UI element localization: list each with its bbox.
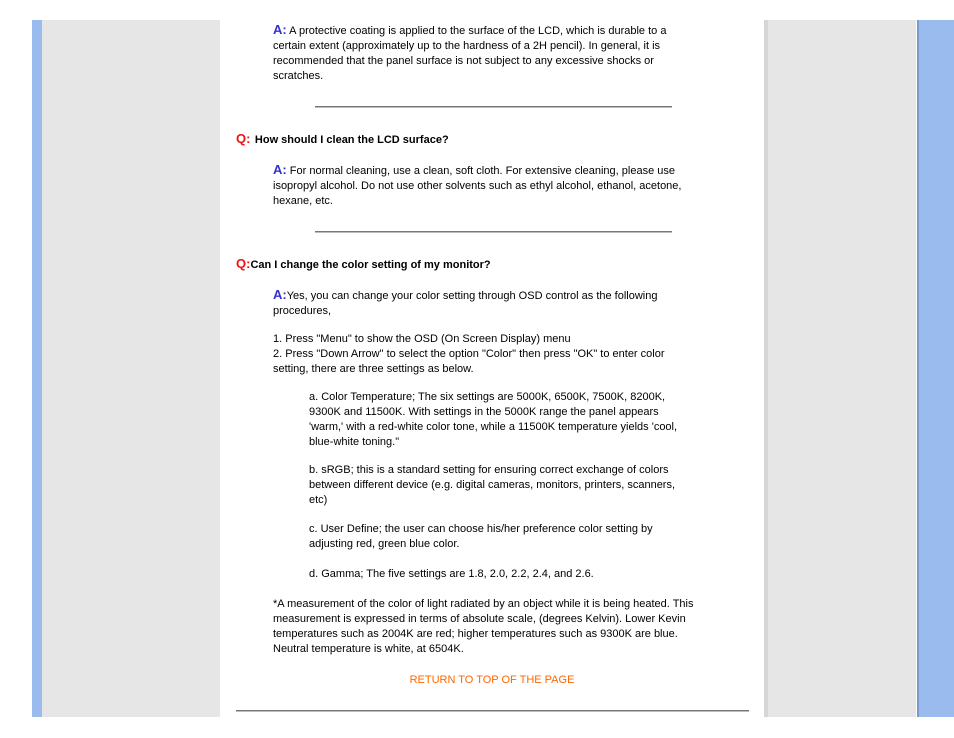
right-gray-margin xyxy=(764,20,916,717)
question-text: Can I change the color setting of my monitor? xyxy=(250,259,491,271)
setting-color-temperature: a. Color Temperature; The six settings are 5000K, 6500K, 7500K, 8200K, 9300K and 11500K. With settings in the 5000K range the panel appears 'warm,' with a red-white color tone, while a 11500K temperature yields 'cool, blue-white toning." xyxy=(309,391,678,448)
answer-label: A: xyxy=(273,287,287,302)
answer-text: Yes, you can change your color setting through OSD control as the following procedures, xyxy=(273,290,658,317)
divider xyxy=(315,231,672,233)
question-clean-lcd xyxy=(236,130,736,148)
question-color-setting xyxy=(236,255,736,273)
bottom-divider xyxy=(236,710,749,712)
setting-gamma: d. Gamma; The five settings are 1.8, 2.0, 2.2, 2.4, and 2.6. xyxy=(309,568,594,580)
answer-protective-coating xyxy=(273,22,693,84)
left-gray-margin xyxy=(42,20,220,717)
answer-clean-lcd xyxy=(273,162,705,209)
answer-text: A protective coating is applied to the surface of the LCD, which is durable to a certain extent (approximately up to the hardness of a 2H pencil). In general, it is recommended that the panel surface is not subject to any excessive shocks or scratches. xyxy=(273,25,667,82)
answer-text: For normal cleaning, use a clean, soft cloth. For extensive cleaning, please use isopropyl alcohol. Do not use other solvents such as ethyl alcohol, ethanol, acetone, hexane, etc. xyxy=(273,165,682,207)
return-link-row xyxy=(220,670,764,688)
left-blue-frame xyxy=(32,20,42,717)
question-label: Q: xyxy=(236,256,251,271)
answer-label: A: xyxy=(273,162,287,177)
setting-user-define: c. User Define; the user can choose his/her preference color setting by adjusting red, green blue color. xyxy=(309,523,653,550)
setting-srgb: b. sRGB; this is a standard setting for ensuring correct exchange of colors between different device (e.g. digital cameras, monitors, printers, scanners, etc) xyxy=(309,464,676,506)
main-content xyxy=(220,0,764,738)
right-blue-frame xyxy=(917,20,954,717)
answer-label: A: xyxy=(273,22,287,37)
kelvin-footnote: *A measurement of the color of light radiated by an object while it is being heated. This measurement is expressed in terms of absolute scale, (degrees Kelvin). Lower Kevin temperatures such as 2004K are red; higher temperatures such as 9300K are blue. Neutral temperature is white, at 6504K. xyxy=(273,598,694,655)
step-2: 2. Press "Down Arrow" to select the option "Color" then press "OK" to enter color setting, there are three settings as below. xyxy=(273,348,665,375)
question-text: How should I clean the LCD surface? xyxy=(254,134,449,146)
step-1: 1. Press "Menu" to show the OSD (On Screen Display) menu xyxy=(273,333,571,345)
return-to-top-link[interactable]: RETURN TO TOP OF THE PAGE xyxy=(409,674,575,686)
answer-color-setting xyxy=(273,287,693,319)
question-label: Q: xyxy=(236,131,251,146)
divider xyxy=(315,106,672,108)
